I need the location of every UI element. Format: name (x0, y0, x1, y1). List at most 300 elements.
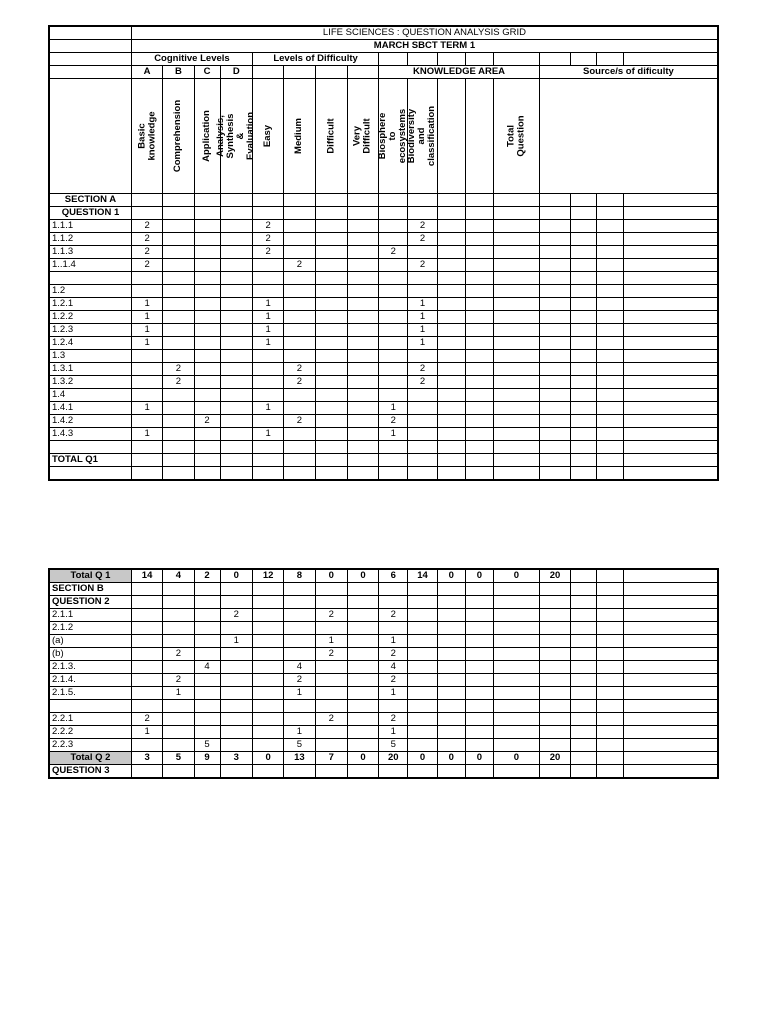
value-cell (131, 687, 162, 700)
total-value: 5 (163, 752, 194, 765)
value-cell (131, 389, 162, 402)
grid-cell (597, 311, 624, 324)
value-cell (493, 428, 539, 441)
value-cell (465, 350, 493, 363)
grid-cell (315, 207, 347, 220)
grid-cell (571, 246, 597, 259)
grid-cell (624, 441, 718, 454)
value-cell (465, 661, 493, 674)
grid-cell (220, 765, 252, 779)
col-comprehension: Comprehension (172, 99, 184, 173)
value-cell: 2 (315, 713, 347, 726)
total-value: 0 (493, 752, 539, 765)
value-cell (493, 622, 539, 635)
value-cell (465, 674, 493, 687)
value-cell (220, 324, 252, 337)
grid-cell (493, 454, 539, 467)
table-row (49, 713, 718, 726)
value-cell (131, 415, 162, 428)
value-cell (163, 337, 194, 350)
value-cell (493, 700, 539, 713)
grid-cell (539, 311, 570, 324)
grid-cell (597, 467, 624, 481)
grid-cell (624, 726, 718, 739)
grid-cell (624, 324, 718, 337)
value-cell (437, 272, 465, 285)
letter-b: B (163, 66, 194, 79)
row-label: 1.2.2 (49, 311, 131, 324)
grid-cell (539, 635, 570, 648)
grid-cell (597, 233, 624, 246)
grid-cell (571, 402, 597, 415)
value-cell (194, 622, 220, 635)
value-cell: 2 (131, 220, 162, 233)
row-label: 1.4.2 (49, 415, 131, 428)
value-cell (465, 363, 493, 376)
cognitive-levels-header: Cognitive Levels (131, 53, 252, 66)
value-cell: 2 (379, 609, 408, 622)
value-cell (465, 298, 493, 311)
value-cell (220, 661, 252, 674)
value-cell (284, 337, 315, 350)
grid-cell (194, 207, 220, 220)
grid-cell (131, 596, 162, 609)
value-cell (131, 661, 162, 674)
value-cell: 2 (220, 609, 252, 622)
value-cell: 4 (284, 661, 315, 674)
value-cell: 2 (131, 233, 162, 246)
grid-cell (624, 700, 718, 713)
grid-cell (571, 220, 597, 233)
value-cell: 2 (379, 674, 408, 687)
grid-cell (597, 350, 624, 363)
value-cell (408, 661, 437, 674)
value-cell: 1 (315, 635, 347, 648)
value-cell (131, 272, 162, 285)
value-cell (493, 726, 539, 739)
value-cell (252, 259, 283, 272)
grid-cell (252, 583, 283, 596)
grid-cell (597, 246, 624, 259)
value-cell (284, 272, 315, 285)
value-cell (131, 285, 162, 298)
value-cell (379, 337, 408, 350)
value-cell (493, 311, 539, 324)
value-cell (465, 609, 493, 622)
value-cell (493, 337, 539, 350)
grid-cell (539, 609, 570, 622)
grid-cell (49, 467, 131, 481)
value-cell (347, 324, 378, 337)
value-cell (284, 220, 315, 233)
grid-cell (624, 752, 718, 765)
value-cell (315, 376, 347, 389)
grid-cell (597, 376, 624, 389)
grid-cell (284, 467, 315, 481)
grid-cell (220, 454, 252, 467)
value-cell (252, 350, 283, 363)
value-cell (163, 635, 194, 648)
grid-cell (163, 454, 194, 467)
value-cell (252, 285, 283, 298)
row-label: 1..1.4 (49, 259, 131, 272)
grid-cell (571, 259, 597, 272)
value-cell (437, 674, 465, 687)
value-cell (194, 389, 220, 402)
grid-cell (539, 246, 570, 259)
value-cell (408, 389, 437, 402)
grid-cell (379, 765, 408, 779)
grid-cell (315, 583, 347, 596)
total-value: 0 (465, 752, 493, 765)
grid-cell (465, 207, 493, 220)
row-label: 1.4.1 (49, 402, 131, 415)
total-value: 0 (252, 752, 283, 765)
value-cell (465, 389, 493, 402)
value-cell (465, 233, 493, 246)
value-cell (347, 298, 378, 311)
grid-cell (408, 583, 437, 596)
grid-cell (252, 207, 283, 220)
table-row (49, 415, 718, 428)
value-cell (163, 350, 194, 363)
row-label: 1.1.1 (49, 220, 131, 233)
value-cell (315, 246, 347, 259)
value-cell (465, 726, 493, 739)
value-cell (284, 233, 315, 246)
value-cell (163, 298, 194, 311)
value-cell (408, 428, 437, 441)
total-label: Total Q 2 (49, 752, 131, 765)
value-cell (194, 441, 220, 454)
value-cell (493, 246, 539, 259)
total-value: 8 (284, 569, 315, 583)
row-label: 1.2 (49, 285, 131, 298)
value-cell (252, 441, 283, 454)
value-cell (347, 622, 378, 635)
value-cell (465, 285, 493, 298)
value-cell (493, 739, 539, 752)
value-cell (315, 298, 347, 311)
table-row (49, 376, 718, 389)
grid-cell (624, 635, 718, 648)
grid-cell (347, 207, 378, 220)
total-value: 6 (379, 569, 408, 583)
value-cell (493, 298, 539, 311)
table-row (49, 259, 718, 272)
total-value: 14 (408, 569, 437, 583)
grid-cell (571, 441, 597, 454)
table-row (49, 726, 718, 739)
total-value: 2 (194, 569, 220, 583)
value-cell (315, 311, 347, 324)
row-label: 2.1.4. (49, 674, 131, 687)
value-cell: 2 (194, 415, 220, 428)
total-value: 0 (437, 569, 465, 583)
grid-title: LIFE SCIENCES : QUESTION ANALYSIS GRID (131, 26, 718, 40)
value-cell (194, 220, 220, 233)
total-value: 0 (347, 569, 378, 583)
grid-cell (194, 596, 220, 609)
grid-cell (624, 687, 718, 700)
value-cell (347, 350, 378, 363)
value-cell (437, 363, 465, 376)
value-cell (465, 441, 493, 454)
row-label: 2.1.2 (49, 622, 131, 635)
grid-cell (347, 596, 378, 609)
total-value: 0 (408, 752, 437, 765)
value-cell (163, 233, 194, 246)
value-cell: 2 (284, 674, 315, 687)
grid-cell (539, 298, 570, 311)
value-cell (347, 259, 378, 272)
value-cell (493, 441, 539, 454)
grid-cell (163, 765, 194, 779)
grid-cell (194, 765, 220, 779)
value-cell: 1 (379, 687, 408, 700)
table-row (49, 467, 718, 481)
grid-cell (315, 467, 347, 481)
grid-cell (571, 726, 597, 739)
value-cell (252, 389, 283, 402)
grid-cell (597, 583, 624, 596)
grid-cell (347, 765, 378, 779)
grid-cell (163, 467, 194, 481)
value-cell (284, 700, 315, 713)
grid-cell (624, 233, 718, 246)
row-label (49, 441, 131, 454)
grid-cell (539, 272, 570, 285)
grid-cell (624, 389, 718, 402)
value-cell (315, 324, 347, 337)
row-label: (b) (49, 648, 131, 661)
value-cell (493, 376, 539, 389)
value-cell (347, 713, 378, 726)
grid-cell (539, 765, 570, 779)
value-cell (493, 674, 539, 687)
value-cell (437, 233, 465, 246)
value-cell (163, 259, 194, 272)
value-cell: 2 (408, 233, 437, 246)
grid-cell (539, 441, 570, 454)
value-cell (437, 415, 465, 428)
value-cell (493, 389, 539, 402)
value-cell (252, 726, 283, 739)
row-label: 2.1.1 (49, 609, 131, 622)
col-basic-knowledge: Basic knowledge (136, 111, 158, 161)
value-cell (315, 415, 347, 428)
value-cell (194, 337, 220, 350)
grid-cell (597, 713, 624, 726)
total-label: Total Q 1 (49, 569, 131, 583)
grid-cell (539, 726, 570, 739)
value-cell (465, 220, 493, 233)
grid-cell (624, 350, 718, 363)
grid-cell (597, 687, 624, 700)
grid-cell (571, 622, 597, 635)
value-cell (220, 622, 252, 635)
grid-cell (539, 324, 570, 337)
value-cell: 5 (194, 739, 220, 752)
value-cell (131, 622, 162, 635)
value-cell (347, 415, 378, 428)
value-cell (408, 246, 437, 259)
grid-cell (571, 765, 597, 779)
value-cell: 1 (131, 337, 162, 350)
grid-cell (571, 467, 597, 481)
grid-cell (539, 700, 570, 713)
grid-cell (571, 635, 597, 648)
value-cell (437, 648, 465, 661)
grid-cell (315, 765, 347, 779)
value-cell: 1 (284, 687, 315, 700)
row-label: 1.1.3 (49, 246, 131, 259)
value-cell (493, 402, 539, 415)
value-cell: 5 (284, 739, 315, 752)
grid-cell (571, 687, 597, 700)
row-label: 2.2.2 (49, 726, 131, 739)
grid-cell (493, 467, 539, 481)
grid-cell (624, 285, 718, 298)
value-cell (315, 674, 347, 687)
total-q1-label: TOTAL Q1 (49, 454, 131, 467)
row-label (49, 272, 131, 285)
value-cell (379, 441, 408, 454)
grid-cell (493, 596, 539, 609)
grid-cell (539, 402, 570, 415)
grid-cell (571, 713, 597, 726)
grid-cell (131, 583, 162, 596)
value-cell: 2 (284, 376, 315, 389)
grid-cell (624, 739, 718, 752)
grid-cell (624, 363, 718, 376)
value-cell (379, 272, 408, 285)
grid-cell (539, 220, 570, 233)
value-cell (465, 428, 493, 441)
grid-cell (571, 311, 597, 324)
total-value: 9 (194, 752, 220, 765)
grid-cell (624, 259, 718, 272)
table-row (49, 454, 718, 467)
value-cell (347, 648, 378, 661)
table-row (49, 441, 718, 454)
row-label: 1.3 (49, 350, 131, 363)
row-label: 1.2.1 (49, 298, 131, 311)
grid-cell (571, 285, 597, 298)
value-cell (220, 220, 252, 233)
value-cell: 2 (163, 363, 194, 376)
value-cell: 2 (315, 609, 347, 622)
value-cell: 2 (252, 233, 283, 246)
table-row (49, 207, 718, 220)
grid-cell (437, 467, 465, 481)
value-cell (315, 428, 347, 441)
grid-cell (408, 207, 437, 220)
value-cell (194, 687, 220, 700)
grid-cell (571, 324, 597, 337)
value-cell (379, 363, 408, 376)
value-cell (465, 700, 493, 713)
grid-cell (347, 467, 378, 481)
grid-cell (624, 713, 718, 726)
table-row (49, 648, 718, 661)
total-value: 20 (539, 752, 570, 765)
grid-cell (597, 596, 624, 609)
value-cell (493, 324, 539, 337)
value-cell (315, 441, 347, 454)
value-cell: 1 (131, 311, 162, 324)
value-cell (493, 363, 539, 376)
grid-cell (437, 207, 465, 220)
value-cell (163, 622, 194, 635)
grid-cell (571, 350, 597, 363)
grid-cell (571, 233, 597, 246)
value-cell: 1 (252, 337, 283, 350)
sources-header: Source/s of dificulty (539, 66, 718, 79)
value-cell (493, 285, 539, 298)
value-cell: 5 (379, 739, 408, 752)
value-cell (252, 687, 283, 700)
value-cell (131, 609, 162, 622)
grid-cell (408, 454, 437, 467)
grid-cell (408, 765, 437, 779)
grid-cell (252, 765, 283, 779)
value-cell: 1 (252, 298, 283, 311)
value-cell (347, 661, 378, 674)
value-cell: 1 (379, 726, 408, 739)
letter-d: D (220, 66, 252, 79)
grid-cell (624, 272, 718, 285)
value-cell (437, 220, 465, 233)
value-cell (347, 337, 378, 350)
value-cell (194, 376, 220, 389)
grid-cell (539, 428, 570, 441)
row-label: 2.2.3 (49, 739, 131, 752)
table-row (49, 609, 718, 622)
value-cell: 1 (131, 298, 162, 311)
total-value: 12 (252, 569, 283, 583)
value-cell (379, 324, 408, 337)
value-cell (284, 350, 315, 363)
value-cell (347, 285, 378, 298)
value-cell (131, 363, 162, 376)
value-cell (252, 713, 283, 726)
table-row (49, 350, 718, 363)
grid-cell (539, 687, 570, 700)
value-cell (347, 220, 378, 233)
knowledge-area-header: KNOWLEDGE AREA (379, 66, 540, 79)
grid-cell (597, 739, 624, 752)
grid-cell (437, 596, 465, 609)
value-cell (163, 415, 194, 428)
grid-cell (131, 765, 162, 779)
grid-cell (571, 583, 597, 596)
value-cell (194, 402, 220, 415)
grid-cell (194, 454, 220, 467)
value-cell (493, 635, 539, 648)
value-cell (465, 713, 493, 726)
total-value: 0 (315, 569, 347, 583)
table-row (49, 324, 718, 337)
grid-cell (347, 454, 378, 467)
grid-cell (539, 363, 570, 376)
col-medium: Medium (293, 118, 305, 154)
value-cell (284, 635, 315, 648)
grid-cell (437, 765, 465, 779)
grid-cell (194, 583, 220, 596)
value-cell: 2 (379, 415, 408, 428)
value-cell (220, 285, 252, 298)
